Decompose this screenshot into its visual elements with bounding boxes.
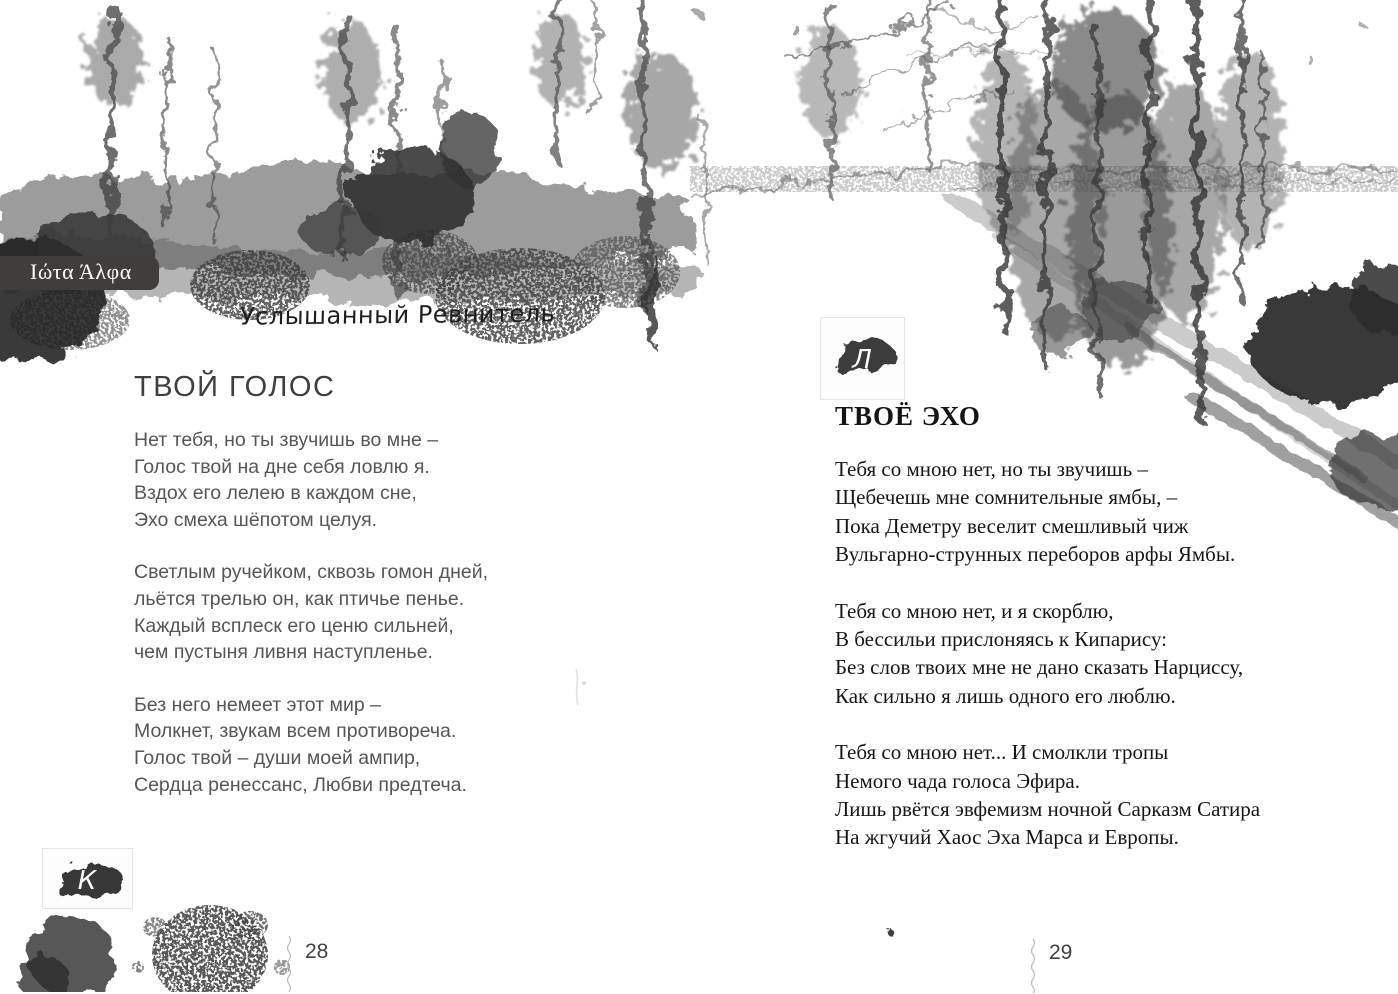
badge-letter: К (77, 866, 97, 896)
poem-line: Вульгарно-струнных переборов арфы Ямбы. (835, 542, 1236, 567)
ink-splatter (0, 895, 300, 992)
stanza (835, 738, 1305, 852)
stanza (134, 692, 554, 798)
poem-line: Лишь рвётся эвфемизм ночной Сарказм Сатира (835, 797, 1261, 822)
poem-line: Пока Деметру веселит смешливый чиж (835, 513, 1189, 538)
poem-title-left: ТВОЙ ГОЛОС (134, 371, 336, 403)
faint-ink-wisp (560, 665, 600, 710)
poem-line: Немого чада голоса Эфира. (835, 768, 1080, 793)
poem-line: Тебя со мною нет, и я скорблю, (835, 598, 1114, 623)
ink-letter-badge-right (820, 317, 905, 400)
poem-line: В бессильи прислоняясь к Кипарису: (835, 627, 1168, 652)
poem-line: Тебя со мною нет... И смолкли тропы (835, 740, 1169, 765)
poem-title-right: ТВОЁ ЭХО (835, 401, 981, 431)
stanza (835, 597, 1305, 711)
poem-line: Тебя со мною нет, но ты звучишь – (835, 457, 1148, 481)
poem-body-right (835, 455, 1305, 880)
poem-line: Эхо смеха шёпотом целуя. (134, 508, 378, 531)
poem-line: Вздох его лелею в каждом сне, (134, 482, 417, 505)
poem-line: Без слов твоих мне не дано сказать Нарциссу, (835, 655, 1244, 680)
poem-line: льётся трелью он, как птичье пенье. (134, 587, 465, 610)
poem-line: Как сильно я лишь одного его люблю. (835, 683, 1176, 708)
poem-body-left (134, 427, 554, 824)
poem-line: Молкнет, звукам всем противореча. (134, 720, 457, 743)
poem-line: Голос твой на дне себя ловлю я. (134, 455, 430, 478)
badge-letter: Л (852, 345, 872, 375)
poem-line: Голос твой – души моей ампир, (134, 746, 421, 769)
poem-line: чем пустыня ливня наступленье. (134, 641, 433, 664)
poem-line: Светлым ручейком, сквозь гомон дней, (134, 561, 489, 584)
poem-line: Щебечешь мне сомнительные ямбы, – (835, 485, 1178, 510)
page-number-left: 28 (305, 940, 329, 963)
wavy-divider-left (283, 936, 295, 994)
poem-line: Сердца ренессанс, Любви предтеча. (134, 773, 467, 796)
poem-line: Каждый всплеск его ценю сильней, (134, 614, 454, 637)
stanza (134, 427, 554, 533)
chapter-title: Услышанный Ревнитель (239, 299, 556, 331)
poem-line: Без него немеет этот мир – (134, 693, 381, 716)
poem-line: Нет тебя, но ты звучишь во мне – (134, 429, 439, 451)
section-label: Ιώτα Άλφα (0, 256, 159, 290)
wavy-divider-right (1027, 939, 1039, 994)
ink-speck (880, 922, 900, 942)
twig-specks (696, 10, 1368, 64)
stanza (134, 559, 554, 665)
stanza (835, 455, 1305, 569)
poem-line: На жгучий Хаос Эха Марса и Европы. (835, 825, 1179, 850)
page-number-right: 29 (1049, 941, 1073, 964)
